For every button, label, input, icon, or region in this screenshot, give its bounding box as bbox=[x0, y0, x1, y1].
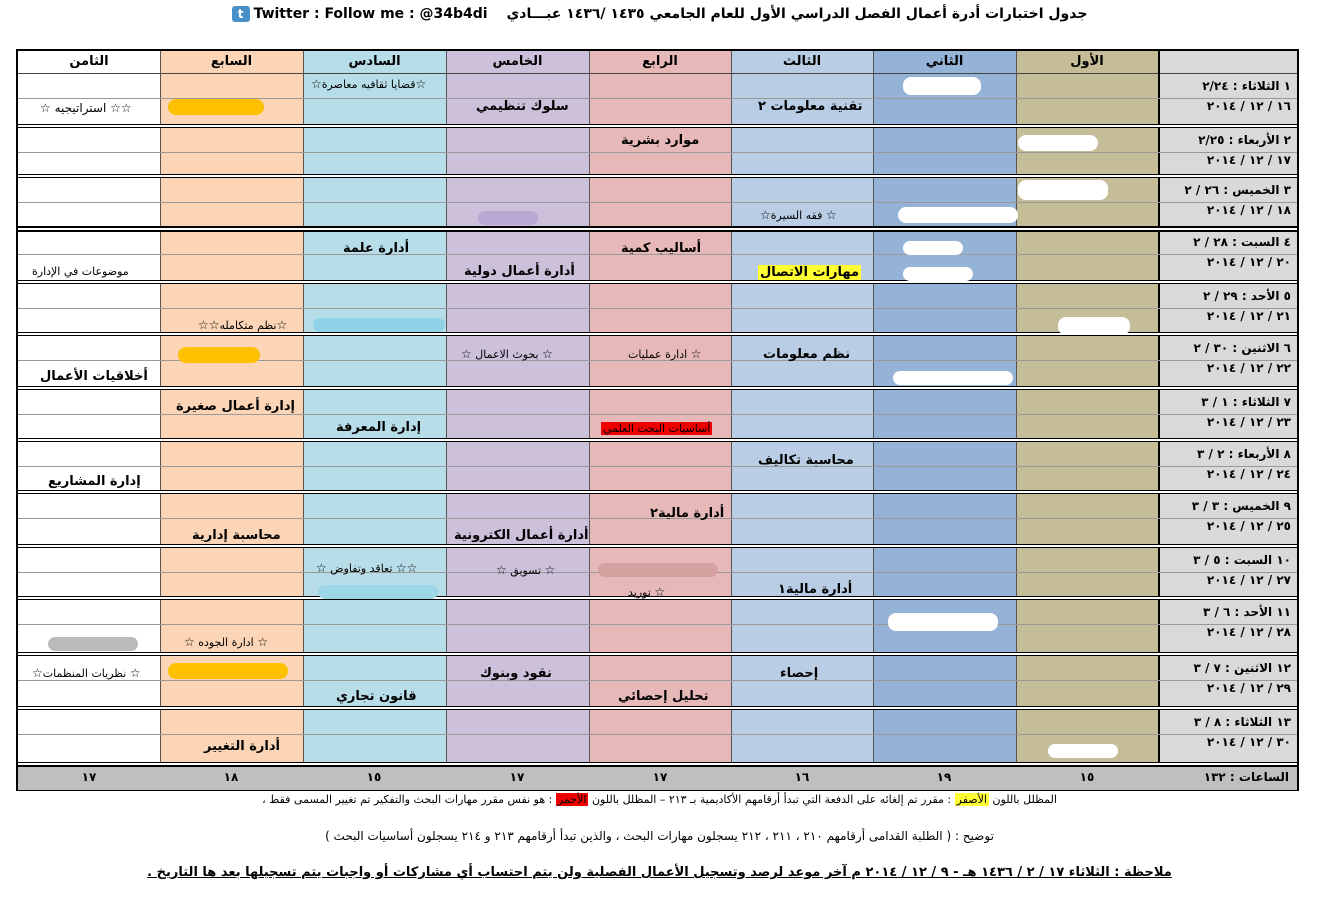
course-cell: ☆قضايا ثقافيه معاصرة☆ bbox=[311, 77, 427, 91]
col-4 bbox=[589, 51, 731, 789]
day-date: ١٦ / ١٢ / ٢٠١٤ bbox=[1206, 99, 1291, 113]
col-header bbox=[1158, 51, 1297, 74]
day-label: ١٢ الاثنين : ٧ / ٣ bbox=[1193, 661, 1291, 675]
day-date: ٢٢ / ١٢ / ٢٠١٤ bbox=[1206, 361, 1291, 375]
col-header: السادس bbox=[303, 51, 446, 74]
day-date: ٢٧ / ١٢ / ٢٠١٤ bbox=[1206, 573, 1291, 587]
day-date: ٢٨ / ١٢ / ٢٠١٤ bbox=[1206, 625, 1291, 639]
course-cell: إدارة المعرفة bbox=[336, 420, 422, 435]
course-cell: أدارة التغيير bbox=[204, 739, 280, 754]
day-cell bbox=[1161, 712, 1291, 752]
day-label: ٢ الأربعاء : ٢/٢٥ bbox=[1198, 133, 1291, 147]
day-label: ١ الثلاثاء : ٢/٢٤ bbox=[1202, 79, 1291, 93]
day-cell bbox=[1161, 286, 1291, 326]
redaction-blot bbox=[1018, 180, 1108, 200]
hours-total: الساعات : ١٣٢ bbox=[1203, 770, 1289, 784]
col-header: الثالث bbox=[731, 51, 873, 74]
day-label: ٣ الخميس : ٢٦ / ٢ bbox=[1184, 183, 1291, 197]
course-cell: ☆ بحوث الاعمال ☆ bbox=[461, 347, 553, 361]
col-2 bbox=[873, 51, 1016, 789]
redaction-blot bbox=[1048, 744, 1118, 758]
highlight-blot bbox=[178, 347, 260, 363]
day-date: ٣٠ / ١٢ / ٢٠١٤ bbox=[1206, 735, 1291, 749]
hours-row bbox=[18, 766, 1297, 790]
day-cell bbox=[1161, 658, 1291, 698]
redaction-blot bbox=[318, 585, 438, 599]
day-date: ٢١ / ١٢ / ٢٠١٤ bbox=[1206, 309, 1291, 323]
course-cell: ☆ فقه السيرة☆ bbox=[760, 208, 837, 222]
hours-value: ١٧ bbox=[509, 770, 525, 784]
redaction-blot bbox=[898, 207, 1018, 223]
course-cell: ☆نظم متكامله☆☆ bbox=[198, 318, 288, 332]
twitter-icon: t bbox=[232, 6, 250, 22]
course-cell: مهارات الاتصال bbox=[760, 265, 860, 280]
col-1 bbox=[1016, 51, 1158, 789]
day-label: ٤ السبت : ٢٨ / ٢ bbox=[1193, 235, 1291, 249]
page-title bbox=[0, 6, 1319, 22]
hours-value: ١٨ bbox=[223, 770, 239, 784]
day-cell bbox=[1161, 550, 1291, 590]
day-date: ٢٥ / ١٢ / ٢٠١٤ bbox=[1206, 519, 1291, 533]
course-cell: إدارة أعمال صغيرة bbox=[176, 399, 295, 414]
footer-note-3: ملاحظة : الثلاثاء ١٧ / ٢ / ١٤٣٦ هـ - ٩ / ١٢ / ٢٠١٤ م آخر موعد لرصد وتسجيل الأعمال الفصلية ولن يتم احتساب أي مشاركات أو واجبات يتم تسجيلها بعد ها التاريخ . bbox=[147, 865, 1172, 880]
redaction-blot bbox=[313, 318, 445, 332]
day-cell bbox=[1161, 496, 1291, 536]
day-label: ١١ الأحد : ٦ / ٣ bbox=[1202, 605, 1291, 619]
redaction-blot bbox=[893, 371, 1013, 385]
schedule-title: جدول اختبارات أدرة أعمال الفصل الدراسي الأول للعام الجامعي ١٤٣٥ /١٤٣٦ عبـــادي bbox=[506, 6, 1088, 22]
course-cell: تحليل إحصائي bbox=[618, 689, 709, 704]
day-cell bbox=[1161, 602, 1291, 642]
course-cell: ☆ ادارة الجوده ☆ bbox=[184, 635, 268, 649]
day-label: ١٣ الثلاثاء : ٨ / ٣ bbox=[1193, 715, 1291, 729]
day-date: ٢٤ / ١٢ / ٢٠١٤ bbox=[1206, 467, 1291, 481]
day-cell bbox=[1161, 76, 1291, 116]
hours-value: ١٩ bbox=[936, 770, 952, 784]
course-cell: أدارة أعمال دولية bbox=[464, 264, 575, 279]
highlight-blot bbox=[168, 663, 288, 679]
course-cell: ☆ نظريات المنظمات☆ bbox=[32, 666, 141, 680]
course-cell: أدارة أعمال الكترونية bbox=[454, 528, 589, 543]
day-cell bbox=[1161, 130, 1291, 170]
hours-value: ١٧ bbox=[652, 770, 668, 784]
course-cell: أدارة مالية٢ bbox=[650, 506, 725, 521]
day-label: ٩ الخميس : ٣ / ٣ bbox=[1191, 499, 1291, 513]
day-cell bbox=[1161, 392, 1291, 432]
hours-value: ١٧ bbox=[81, 770, 97, 784]
day-date: ٢٠ / ١٢ / ٢٠١٤ bbox=[1206, 255, 1291, 269]
exam-schedule-table bbox=[16, 49, 1299, 791]
col-header: السابع bbox=[160, 51, 303, 74]
course-cell: نقود وبنوك bbox=[480, 666, 552, 681]
highlight-blot bbox=[168, 99, 264, 115]
course-cell: قانون تجاري bbox=[336, 689, 417, 704]
course-cell: محاسبة إدارية bbox=[192, 528, 281, 543]
redaction-blot bbox=[478, 211, 538, 225]
day-label: ٨ الأربعاء : ٢ / ٣ bbox=[1197, 447, 1291, 461]
col-header: الرابع bbox=[589, 51, 731, 74]
day-label: ٦ الاثنين : ٣٠ / ٢ bbox=[1193, 341, 1291, 355]
redaction-blot bbox=[598, 563, 718, 577]
day-cell bbox=[1161, 338, 1291, 378]
footer-note-2: توضيح : ( الطلبة القدامى أرقامهم ٢١٠ ، ٢١١ ، ٢١٢ يسجلون مهارات البحث ، والذين تبدأ أرقامهم ٢١٣ و ٢١٤ يسجلون أساسيات البحث ) bbox=[325, 829, 994, 843]
course-cell: إحصاء bbox=[780, 666, 819, 681]
course-cell: ☆ توريد bbox=[628, 585, 666, 599]
hours-value: ١٦ bbox=[794, 770, 810, 784]
day-date: ١٧ / ١٢ / ٢٠١٤ bbox=[1206, 153, 1291, 167]
course-cell: محاسبة تكاليف bbox=[758, 453, 854, 468]
day-label: ٧ الثلاثاء : ١ / ٣ bbox=[1201, 395, 1291, 409]
col-header: الخامس bbox=[446, 51, 589, 74]
col-header: الأول bbox=[1016, 51, 1158, 74]
redaction-blot bbox=[1058, 317, 1130, 335]
day-date: ٢٩ / ١٢ / ٢٠١٤ bbox=[1206, 681, 1291, 695]
course-cell: تقنية معلومات ٢ bbox=[758, 99, 863, 114]
day-label: ٥ الأحد : ٢٩ / ٢ bbox=[1202, 289, 1291, 303]
day-label: ١٠ السبت : ٥ / ٣ bbox=[1193, 553, 1291, 567]
course-cell: نظم معلومات bbox=[763, 347, 851, 362]
course-cell: أساسيات البحث العلمي bbox=[603, 422, 711, 435]
course-cell: موارد بشرية bbox=[621, 133, 700, 148]
redaction-blot bbox=[903, 77, 981, 95]
course-cell: أدارة مالية١ bbox=[778, 582, 853, 597]
course-cell: ☆ ادارة عمليات bbox=[628, 347, 702, 361]
day-date: ٢٣ / ١٢ / ٢٠١٤ bbox=[1206, 415, 1291, 429]
day-cell bbox=[1161, 180, 1291, 220]
course-cell: أدارة علمة bbox=[343, 241, 410, 256]
twitter-handle[interactable]: t Twitter : Follow me : @34b4di bbox=[232, 6, 488, 22]
redaction-blot bbox=[1018, 135, 1098, 151]
redaction-blot bbox=[48, 637, 138, 651]
course-cell: ☆☆ استراتيجيه ☆ bbox=[40, 101, 132, 115]
footer-note-1: المظلل باللون الأصفر : مقرر تم إلغائه على الدفعة التي تبدأ أرقامهم الأكاديمية بـ ٢١٣ – المظلل باللون الأحمر : هو نفس مقرر مهارات البحث والتفكير تم تغيير المسمى فقط ، bbox=[262, 793, 1057, 806]
redaction-blot bbox=[888, 613, 998, 631]
redaction-blot bbox=[903, 267, 973, 281]
redaction-blot bbox=[903, 241, 963, 255]
course-cell: سلوك تنظيمي bbox=[476, 99, 569, 114]
hours-value: ١٥ bbox=[366, 770, 382, 784]
course-cell: ☆☆ تعاقد وتفاوض ☆ bbox=[316, 561, 418, 575]
course-cell: إدارة المشاريع bbox=[48, 474, 141, 489]
course-cell: ☆ تسويق ☆ bbox=[496, 563, 556, 577]
course-cell: موضوعات في الإدارة bbox=[32, 265, 129, 278]
col-header: الثاني bbox=[873, 51, 1016, 74]
day-cell bbox=[1161, 444, 1291, 484]
hours-value: ١٥ bbox=[1079, 770, 1095, 784]
col-header: الثامن bbox=[18, 51, 160, 74]
course-cell: أخلاقيات الأعمال bbox=[40, 369, 148, 384]
day-cell bbox=[1161, 232, 1291, 272]
day-date: ١٨ / ١٢ / ٢٠١٤ bbox=[1206, 203, 1291, 217]
course-cell: أساليب كمية bbox=[621, 241, 702, 256]
